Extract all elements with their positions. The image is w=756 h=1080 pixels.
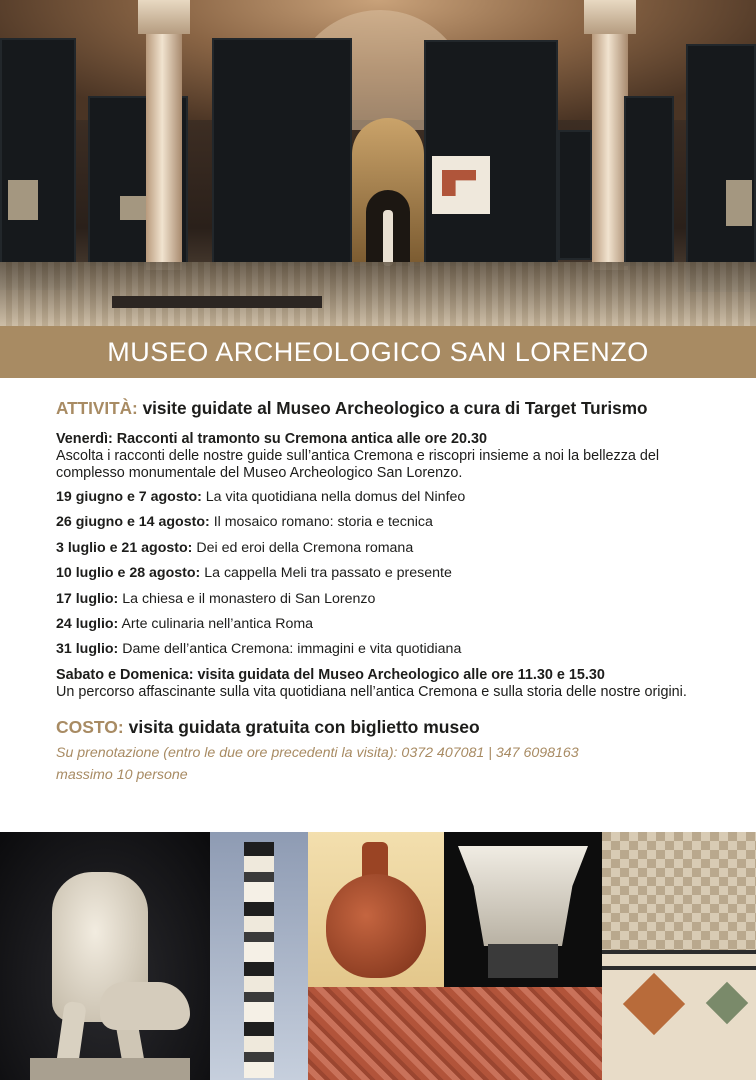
gallery-photo-statue [0, 832, 210, 1080]
display-panel [624, 96, 674, 266]
list-item-date: 19 giugno e 7 agosto: [56, 489, 202, 505]
capital-base [488, 944, 558, 978]
list-item-topic: Il mosaico romano: storia e tecnica [213, 514, 433, 531]
activities-heading [56, 398, 716, 419]
cost-label: COSTO: [56, 716, 124, 737]
column-left [146, 0, 182, 270]
gallery-photo-amphora [308, 832, 444, 987]
display-panel-center-right [424, 40, 558, 266]
column-right [592, 0, 628, 270]
display-panel-center-left [212, 38, 352, 266]
column-capital [138, 0, 190, 34]
list-item-topic: Dei ed eroi della Cremona romana [196, 539, 414, 556]
display-case [726, 180, 752, 226]
display-panel-right [686, 44, 756, 292]
list-item-date: 26 giugno e 14 agosto: [56, 514, 210, 531]
capacity-note: massimo 10 persone [56, 766, 188, 783]
gallery-photo-mosaic-red [308, 987, 602, 1080]
column-capital [584, 0, 636, 34]
list-item [56, 565, 716, 582]
booking-note: Su prenotazione (entro le due ore precedenti la visita): 0372 407081 | 347 6098163 [56, 744, 579, 761]
dates-list [56, 489, 716, 658]
main-content [56, 398, 716, 786]
floor-shade [0, 262, 756, 326]
list-item-topic: La cappella Meli tra passato e presente [204, 565, 452, 582]
display-panel-left [0, 38, 76, 290]
friday-event-description: Ascolta i racconti delle nostre guide sull’antica Cremona e riscopri insieme a noi la bellezza del complesso monumentale del Museo Archeologico San Lorenzo. [56, 448, 660, 481]
list-item-date: 3 luglio e 21 agosto: [56, 539, 193, 556]
page-title: MUSEO ARCHEOLOGICO SAN LORENZO [107, 336, 649, 367]
niche-statue [383, 210, 393, 266]
capital-carving [458, 846, 588, 946]
list-item [56, 540, 716, 557]
cost-text: visita guidata gratuita con biglietto museo [128, 716, 480, 737]
list-item-date: 31 luglio: [56, 641, 119, 658]
weekend-block [56, 667, 716, 701]
list-item-date: 17 luglio: [56, 590, 119, 607]
list-item-topic: La chiesa e il monastero di San Lorenzo [122, 590, 376, 607]
weekend-event-title: Sabato e Domenica: visita guidata del Museo Archeologico alle ore 11.30 e 15.30 [56, 666, 605, 683]
list-item-topic: Arte culinaria nell’antica Roma [121, 615, 314, 632]
exhibit-poster [432, 156, 490, 214]
weekend-event-description: Un percorso affascinante sulla vita quotidiana nell’antica Cremona e sulla storia delle nostre origini. [56, 683, 687, 700]
statue-dog [100, 982, 190, 1030]
list-item-date: 24 luglio: [56, 615, 119, 632]
gallery-photo-capital [444, 832, 602, 987]
list-item-topic: Dame dell’antica Cremona: immagini e vita quotidiana [122, 641, 462, 658]
column-object [244, 842, 274, 1078]
display-case [120, 196, 148, 220]
activities-heading-text: visite guidate al Museo Archeologico a cura di Target Turismo [142, 398, 648, 418]
list-item [56, 514, 716, 531]
activities-label: ATTIVITÀ: [56, 398, 138, 418]
cost-heading [56, 717, 716, 738]
statue-base [30, 1058, 190, 1080]
display-panel [558, 130, 592, 260]
mosaic-border-line [602, 950, 756, 954]
floor-bench [112, 296, 322, 308]
list-item-date: 10 luglio e 28 agosto: [56, 565, 201, 582]
list-item [56, 616, 716, 633]
gallery-photo-column-object [210, 832, 308, 1080]
list-item [56, 489, 716, 506]
amphora-body [326, 874, 426, 978]
gallery-photo-mosaic-floor [602, 832, 756, 1080]
list-item [56, 641, 716, 658]
friday-event-title: Venerdì: Racconti al tramonto su Cremona antica alle ore 20.30 [56, 431, 488, 447]
list-item [56, 591, 716, 608]
title-band [0, 326, 756, 378]
list-item-topic: La vita quotidiana nella domus del Ninfeo [205, 489, 466, 505]
artifact-gallery [0, 832, 756, 1080]
mosaic-border-line [602, 966, 756, 970]
hero-photo-museum-interior [0, 0, 756, 326]
display-case [8, 180, 38, 220]
